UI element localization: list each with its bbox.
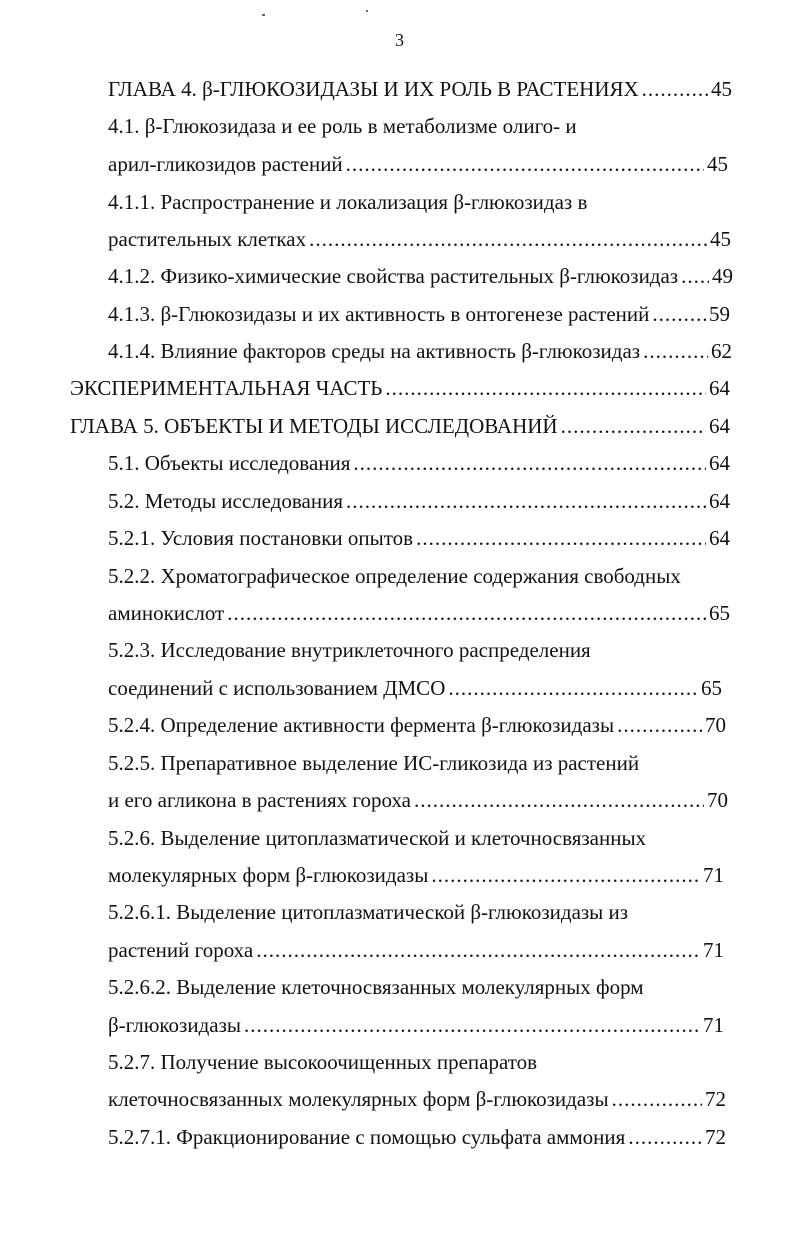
toc-entry [108,675,722,701]
toc-entry-title: 5.2.7. Получение высокоочищенных препаратов [108,1050,538,1074]
scan-speck [366,10,368,12]
toc-entry [108,226,731,252]
toc-entry [108,1012,724,1038]
toc-entry-page: 45 [711,77,732,101]
toc-entry [70,375,730,401]
toc-entry-page: 72 [705,1125,726,1149]
toc-entry [70,413,730,439]
dot-leader [346,488,706,514]
toc-entry-title: ГЛАВА 4. β-ГЛЮКОЗИДАЗЫ И ИХ РОЛЬ В РАСТЕНИЯХ [108,77,639,101]
toc-entry [108,712,726,738]
toc-entry-title: 5.2.6.2. Выделение клеточносвязанных молекулярных форм [108,975,644,999]
toc-entry-page: 64 [709,451,730,475]
toc-entry-page: 65 [709,601,730,625]
dot-leader [681,263,709,289]
toc-entry-title: аминокислот [108,601,225,625]
dot-leader [643,338,708,364]
toc-entry [108,1086,726,1112]
toc-entry [108,488,730,514]
toc-entry-title: 5.1. Объекты исследования [108,451,351,475]
toc-entry-page: 70 [705,713,726,737]
toc-entry [108,937,724,963]
dot-leader [448,675,698,701]
toc-entry [108,899,628,925]
toc-entry-title: 4.1.1. Распространение и локализация β-глюкозидаз в [108,190,588,214]
toc-entry [108,189,587,215]
toc-entry-title: 5.2. Методы исследования [108,489,343,513]
toc-entry-title: растений гороха [108,938,254,962]
dot-leader [414,787,704,813]
toc-entry [108,825,646,851]
toc-entry-title: 4.1.3. β-Глюкозидазы и их активность в онтогенезе растений [108,302,650,326]
toc-entry [108,263,733,289]
toc-entry-title: 5.2.4. Определение активности фермента β-глюкозидазы [108,713,615,737]
dot-leader [227,600,706,626]
toc-entry-page: 71 [703,863,724,887]
toc-entry-title: 5.2.7.1. Фракционирование с помощью сульфата аммония [108,1125,626,1149]
toc-entry-title: ЭКСПЕРИМЕНТАЛЬНАЯ ЧАСТЬ [70,376,383,400]
toc-entry [108,1124,726,1150]
dot-leader [346,151,704,177]
dot-leader [353,450,706,476]
dot-leader [385,375,706,401]
toc-entry [108,974,644,1000]
toc-entry-page: 64 [709,414,730,438]
toc-entry-page: 70 [707,788,728,812]
toc-entry [108,637,591,663]
toc-entry [108,151,728,177]
dot-leader [652,301,706,327]
toc-entry [108,113,577,139]
toc-entry-title: 4.1. β-Глюкозидаза и ее роль в метаболизме олиго- и [108,114,577,138]
toc-entry-title: арил-гликозидов растений [108,152,343,176]
toc-entry [108,338,732,364]
toc-entry [108,750,639,776]
toc-entry-page: 64 [709,526,730,550]
dot-leader [628,1124,702,1150]
toc-entry-page: 71 [703,1013,724,1037]
page-number: 3 [395,30,404,50]
toc-entry [108,1049,537,1075]
toc-entry-page: 62 [711,339,732,363]
toc-entry [108,787,728,813]
toc-entry-page: 64 [709,376,730,400]
dot-leader [309,226,707,252]
toc-entry-title: β-глюкозидазы [108,1013,241,1037]
toc-entry-title: соединений с использованием ДМСО [108,676,446,700]
toc-entry-title: ГЛАВА 5. ОБЪЕКТЫ И МЕТОДЫ ИССЛЕДОВАНИЙ [70,414,558,438]
dot-leader [244,1012,700,1038]
scan-speck [262,14,265,16]
toc-entry [108,563,681,589]
toc-entry-page: 45 [707,152,728,176]
dot-leader [561,413,706,439]
toc-entry [108,301,730,327]
dot-leader [431,862,700,888]
dot-leader [642,76,708,102]
toc-entry-title: клеточносвязанных молекулярных форм β-глюкозидазы [108,1087,609,1111]
toc-entry-title: 5.2.2. Хроматографическое определение содержания свободных [108,564,681,588]
toc-entry-title: 5.2.3. Исследование внутриклеточного распределения [108,638,591,662]
toc-entry-page: 59 [709,302,730,326]
toc-entry-title: 5.2.5. Препаративное выделение ИС-гликозида из растений [108,751,640,775]
toc-entry [108,450,730,476]
toc-entry [108,600,730,626]
toc-entry-page: 49 [712,264,733,288]
toc-entry-title: 4.1.4. Влияние факторов среды на активность β-глюкозидаз [108,339,641,363]
dot-leader [416,525,706,551]
toc-entry-page: 72 [705,1087,726,1111]
toc-entry-title: 5.2.6.1. Выделение цитоплазматической β-глюкозидазы из [108,900,629,924]
toc-entry-title: 5.2.6. Выделение цитоплазматической и клеточносвязанных [108,826,647,850]
dot-leader [617,712,702,738]
toc-entry [108,76,732,102]
toc-entry [108,862,724,888]
toc-entry-title: 4.1.2. Физико-химические свойства растительных β-глюкозидаз [108,264,679,288]
toc-entry-title: 5.2.1. Условия постановки опытов [108,526,414,550]
toc-entry-page: 45 [710,227,731,251]
dot-leader [612,1086,702,1112]
toc-entry-title: молекулярных форм β-глюкозидазы [108,863,429,887]
toc-entry-title: и его агликона в растениях гороха [108,788,411,812]
toc-entry-page: 71 [703,938,724,962]
toc-entry-title: растительных клетках [108,227,307,251]
toc-entry-page: 64 [709,489,730,513]
dot-leader [256,937,700,963]
toc-entry-page: 65 [701,676,722,700]
toc-entry [108,525,730,551]
